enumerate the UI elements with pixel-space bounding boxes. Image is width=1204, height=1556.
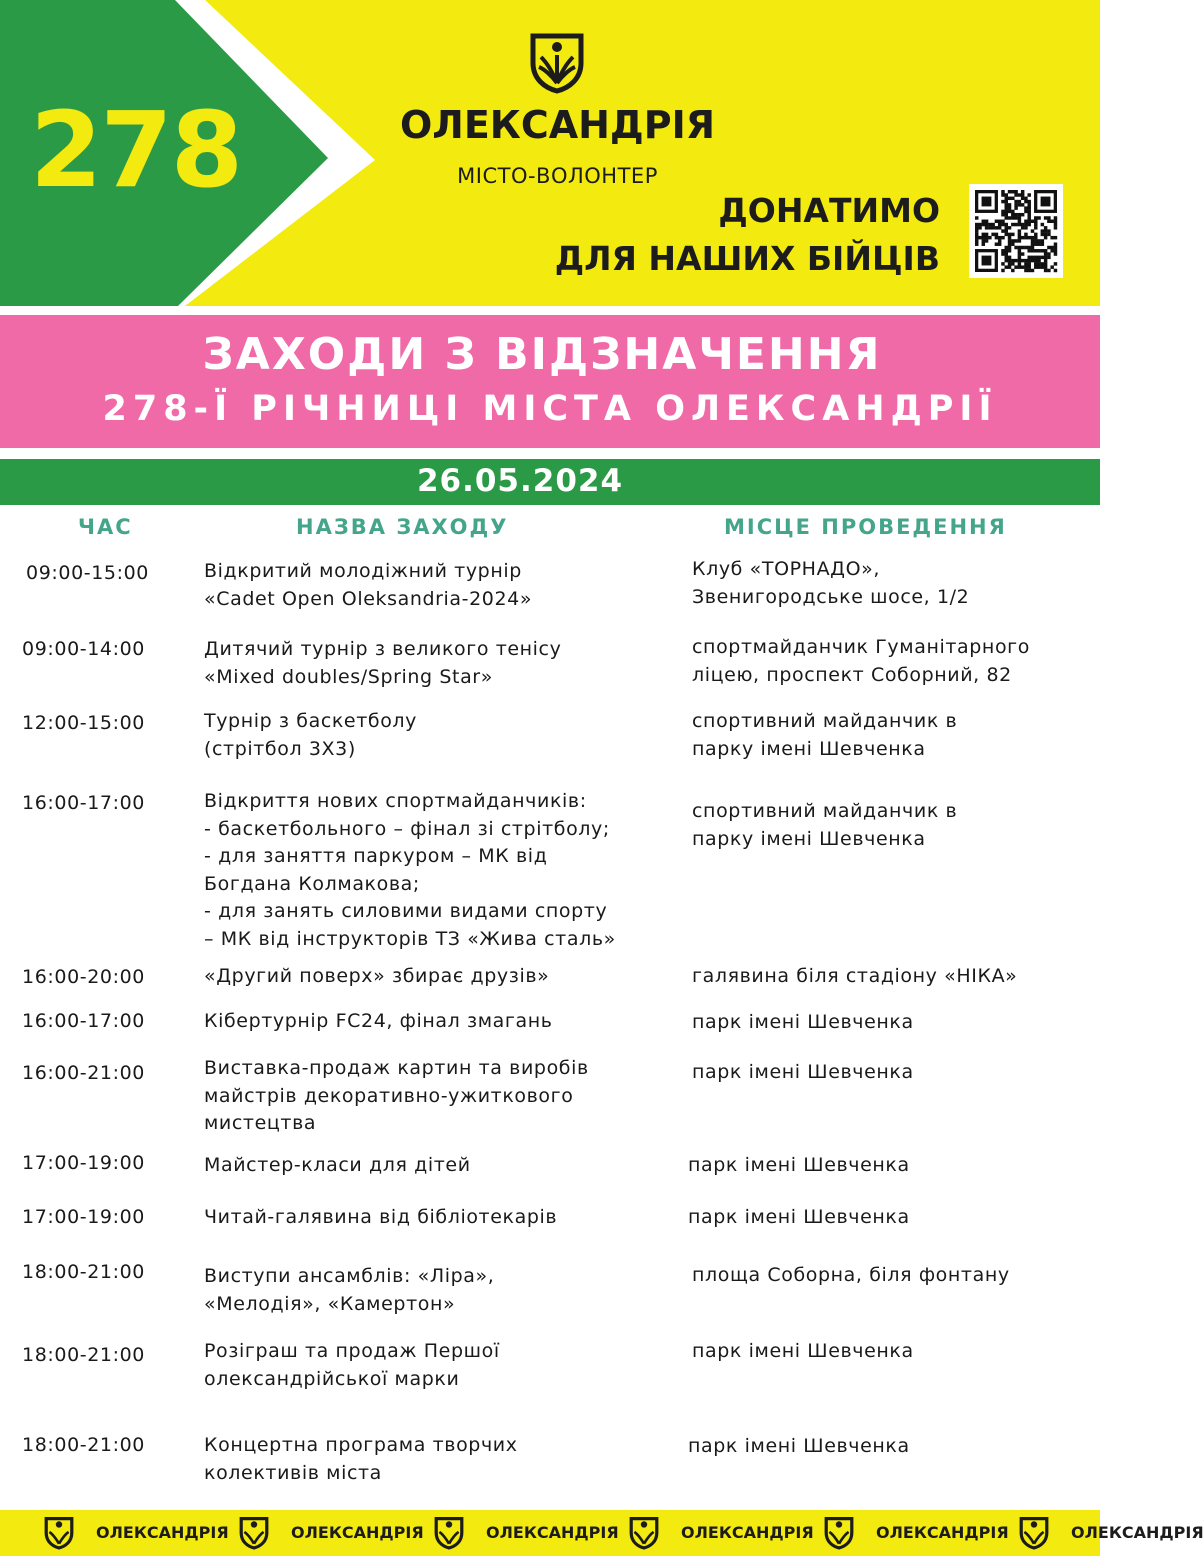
column-header-place: МІСЦЕ ПРОВЕДЕННЯ [724, 515, 1007, 539]
row-place: Клуб «ТОРНАДО», Звенигородське шосе, 1/2 [692, 558, 970, 608]
row-place: парк імені Шевченка [692, 1061, 914, 1083]
banner-title-line-1: ЗАХОДИ З ВІДЗНАЧЕННЯ [202, 329, 882, 380]
row-event-name: Дитячий турнір з великого тенісу «Mixed doubles/Spring Star» [204, 638, 562, 688]
row-event-name: Майстер-класи для дітей [204, 1154, 471, 1176]
oleksandria-emblem-icon [434, 1517, 464, 1549]
oleksandria-emblem-icon [239, 1517, 269, 1549]
row-time: 09:00-14:00 [22, 638, 145, 660]
row-event-name: Кібертурнір FC24, фінал змагань [204, 1010, 553, 1032]
footer-brand-text: ОЛЕКСАНДРІЯ [96, 1523, 229, 1542]
row-place: парк імені Шевченка [688, 1154, 910, 1176]
qr-code[interactable] [969, 184, 1063, 278]
banner-title-line-2: 278-Ї РІЧНИЦІ МІСТА ОЛЕКСАНДРІЇ [102, 389, 998, 429]
row-event-name: Розіграш та продаж Першої олександрійської марки [204, 1340, 500, 1390]
row-time: 18:00-21:00 [22, 1434, 145, 1456]
footer-brand-strip [0, 1510, 1204, 1556]
oleksandria-emblem-icon [1019, 1517, 1049, 1549]
header [0, 0, 1100, 306]
row-event-name: Виступи ансамблів: «Ліра», «Мелодія», «Камертон» [204, 1265, 495, 1315]
row-time: 16:00-20:00 [22, 966, 145, 988]
event-date: 26.05.2024 [416, 463, 624, 499]
row-place: галявина біля стадіону «НІКА» [692, 965, 1018, 987]
row-place: спортивний майданчик в парку імені Шевченка [692, 800, 958, 850]
row-place: парк імені Шевченка [692, 1340, 914, 1362]
footer-brand-text: ОЛЕКСАНДРІЯ [876, 1523, 1009, 1542]
donate-line-2: ДЛЯ НАШИХ БІЙЦІВ [554, 239, 940, 278]
footer-brand-text: ОЛЕКСАНДРІЯ [681, 1523, 814, 1542]
row-place: площа Соборна, біля фонтану [692, 1264, 1010, 1286]
row-time: 16:00-21:00 [22, 1062, 145, 1084]
donate-line-1: ДОНАТИМО [718, 191, 940, 230]
row-place: спортмайданчик Гуманітарного ліцею, проспект Соборний, 82 [692, 636, 1030, 686]
qr-code-icon [975, 190, 1057, 272]
row-event-name: Турнір з баскетболу (стрітбол 3Х3) [204, 710, 418, 760]
oleksandria-emblem-icon [44, 1517, 74, 1549]
row-time: 18:00-21:00 [22, 1261, 145, 1283]
row-place: парк імені Шевченка [692, 1011, 914, 1033]
row-time: 09:00-15:00 [26, 562, 149, 584]
row-event-name: «Другий поверх» збирає друзів» [204, 965, 550, 987]
row-event-name: Відкриття нових спортмайданчиків: - баскетбольного – фінал зі стрітболу; - для заняття паркуром – МК від Богдана Колмакова; - для занять силовими видами спорту – МК від інструкторів ТЗ «Жива сталь» [204, 790, 616, 950]
row-place: парк імені Шевченка [688, 1435, 910, 1457]
city-subtitle: МІСТО-ВОЛОНТЕР [457, 164, 658, 188]
row-time: 18:00-21:00 [22, 1344, 145, 1366]
row-place: спортивний майданчик в парку імені Шевченка [692, 710, 958, 760]
row-event-name: Виставка-продаж картин та виробів майстрів декоративно-ужиткового мистецтва [204, 1057, 589, 1134]
column-header-time: ЧАС [78, 515, 133, 539]
row-event-name: Читай-галявина від бібліотекарів [204, 1206, 558, 1228]
footer-brand-text: ОЛЕКСАНДРІЯ [486, 1523, 619, 1542]
row-time: 17:00-19:00 [22, 1152, 145, 1174]
footer-brand-text: ОЛЕКСАНДРІЯ [291, 1523, 424, 1542]
row-event-name: Концертна програма творчих колективів міста [204, 1434, 518, 1484]
oleksandria-emblem-icon [529, 33, 585, 93]
row-time: 12:00-15:00 [22, 712, 145, 734]
row-place: парк імені Шевченка [688, 1206, 910, 1228]
footer-brand-text: ОЛЕКСАНДРІЯ [1071, 1523, 1204, 1542]
anniversary-number: 278 [30, 89, 242, 211]
column-header-name: НАЗВА ЗАХОДУ [296, 515, 509, 539]
oleksandria-emblem-icon [629, 1517, 659, 1549]
oleksandria-emblem-icon [824, 1517, 854, 1549]
row-event-name: Відкритий молодіжний турнір «Cadet Open Oleksandria-2024» [204, 560, 533, 610]
row-time: 16:00-17:00 [22, 792, 145, 814]
row-time: 16:00-17:00 [22, 1010, 145, 1032]
city-name: ОЛЕКСАНДРІЯ [399, 103, 716, 147]
row-time: 17:00-19:00 [22, 1206, 145, 1228]
